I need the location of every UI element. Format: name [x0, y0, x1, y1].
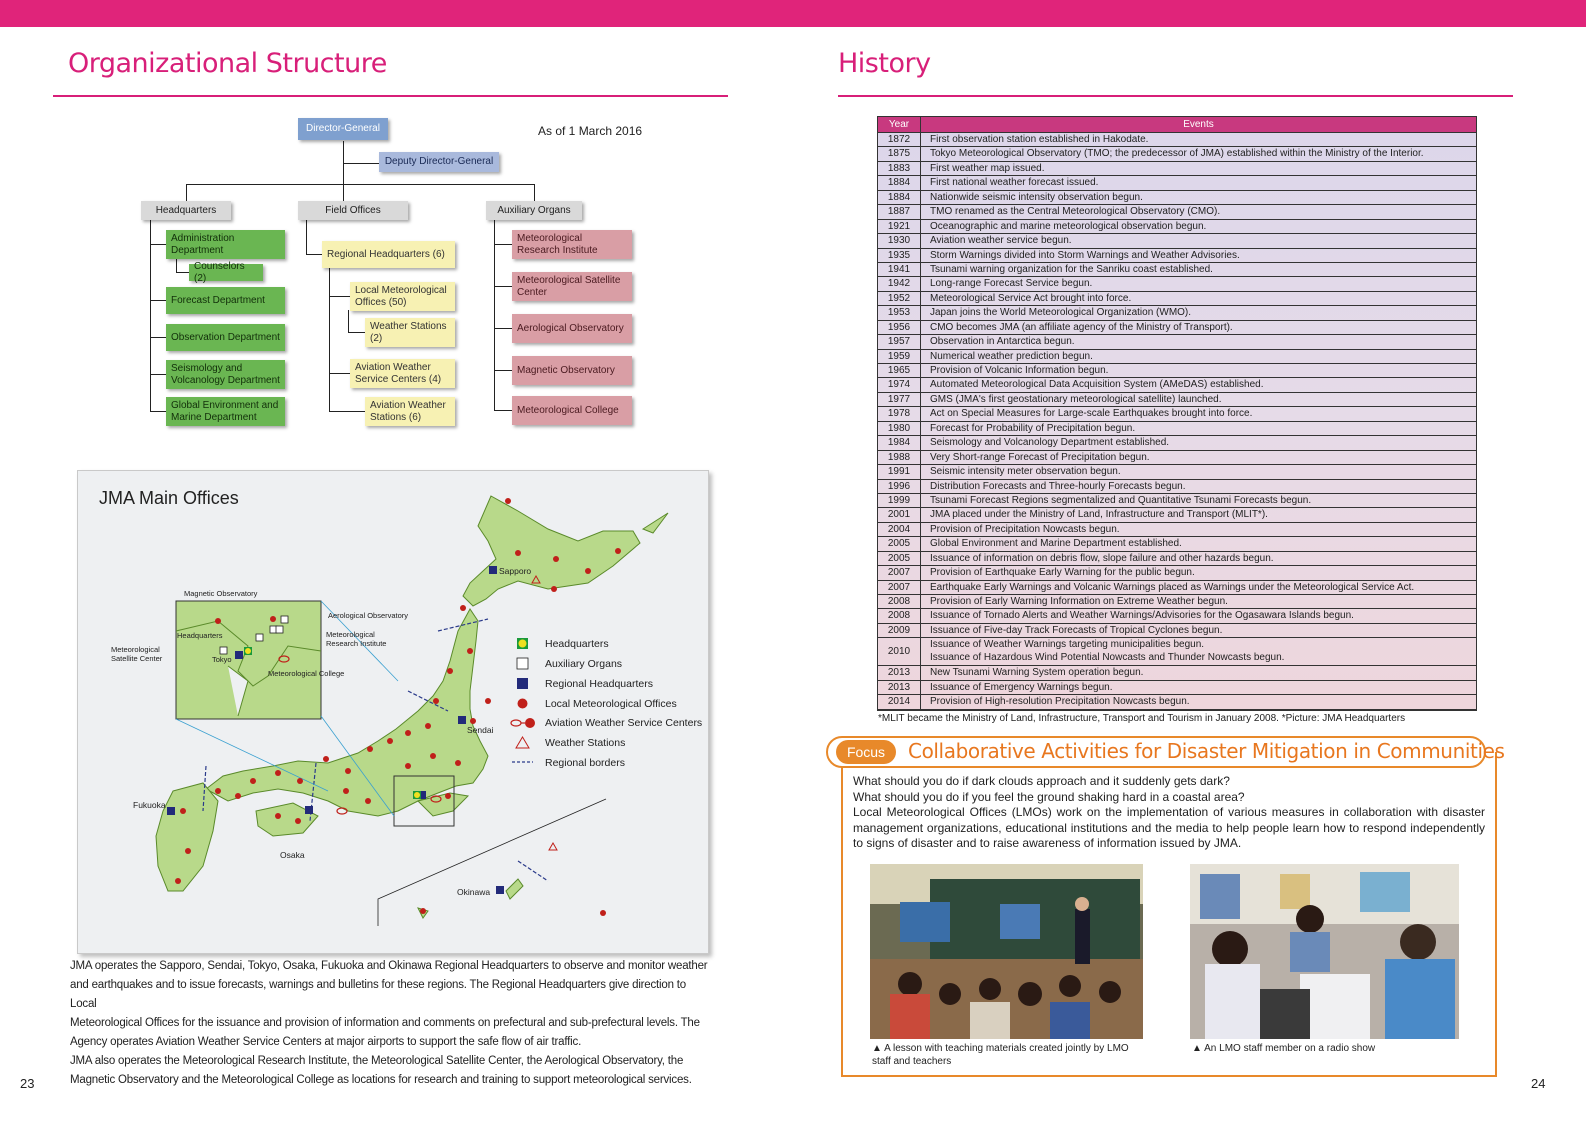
history-row — [878, 523, 1476, 537]
history-event: TMO renamed as the Central Meteorological Observatory (CMO). — [930, 206, 1221, 218]
radio-show-photo — [1190, 864, 1459, 1039]
org-line — [176, 259, 177, 272]
org-line — [176, 272, 189, 273]
history-row — [878, 378, 1476, 392]
org-line — [150, 220, 151, 411]
history-row — [878, 292, 1476, 306]
offices-description — [70, 957, 715, 1090]
org-line — [150, 411, 166, 412]
org-line — [348, 310, 349, 332]
history-event: Nationwide seismic intensity observation begun. — [930, 191, 1143, 203]
history-event: Long-range Forecast Service begun. — [930, 278, 1093, 290]
history-event: Automated Meteorological Data Acquisition System (AMeDAS) established. — [930, 379, 1264, 391]
inset-label-tokyo: Tokyo — [212, 655, 232, 664]
inset-label-satellite: Meteorological Satellite Center — [111, 645, 163, 663]
aviation-stations-box: Aviation Weather Stations (6) — [365, 397, 455, 426]
history-event: First weather map issued. — [930, 162, 1045, 174]
history-row — [878, 191, 1476, 205]
history-event: First national weather forecast issued. — [930, 177, 1099, 189]
counselors-box: Counselors (2) — [189, 264, 263, 281]
history-year: 2007 — [878, 566, 921, 579]
history-year: 1984 — [878, 436, 921, 449]
org-line — [186, 184, 187, 201]
history-row — [878, 451, 1476, 465]
history-row — [878, 176, 1476, 190]
org-line — [186, 184, 534, 185]
history-year: 1953 — [878, 306, 921, 319]
history-row — [878, 306, 1476, 320]
history-row — [878, 422, 1476, 436]
history-event — [921, 638, 1284, 665]
history-year: 2013 — [878, 666, 921, 679]
focus-text — [853, 774, 1485, 852]
history-row — [878, 624, 1476, 638]
history-year: 2005 — [878, 552, 921, 565]
classroom-caption: ▲ A lesson with teaching materials created jointly by LMO staff and teachers — [872, 1043, 1129, 1067]
history-year: 1991 — [878, 465, 921, 478]
history-year: 1956 — [878, 321, 921, 334]
org-line — [494, 370, 512, 371]
legend-regional-borders: Regional borders — [545, 757, 625, 769]
history-row — [878, 263, 1476, 277]
history-event: Provision of Earthquake Early Warning for the public begun. — [930, 567, 1195, 579]
legend-weather-stations: Weather Stations — [545, 737, 626, 749]
history-row — [878, 508, 1476, 522]
history-event: Tsunami warning organization for the Sanriku coast established. — [930, 263, 1213, 275]
org-line — [329, 268, 330, 411]
history-row — [878, 364, 1476, 378]
org-line — [494, 220, 495, 410]
history-year: 1952 — [878, 292, 921, 305]
legend-local-offices: Local Meteorological Offices — [545, 698, 677, 710]
history-event: Issuance of Tornado Alerts and Weather Warnings/Advisories for the Ogasawara Islands begun. — [930, 610, 1354, 622]
paragraph-line: and earthquakes and to issue forecasts, warnings and bulletins for these regions. The Regional Headquarters give direction to Local — [70, 979, 686, 1010]
satellite-center-box: Meteorological Satellite Center — [512, 272, 632, 301]
deputy-director-box: Deputy Director-General — [379, 152, 499, 172]
right-title-rule — [838, 95, 1513, 97]
history-event: Forecast for Probability of Precipitation begun. — [930, 422, 1136, 434]
history-event: JMA placed under the Ministry of Land, Infrastructure and Transport (MLIT*). — [930, 509, 1268, 521]
history-row — [878, 407, 1476, 421]
history-year: 1941 — [878, 263, 921, 276]
history-row — [878, 277, 1476, 291]
history-row — [878, 205, 1476, 219]
history-row — [878, 552, 1476, 566]
history-year: 1942 — [878, 277, 921, 290]
history-year: 2009 — [878, 624, 921, 637]
history-row — [878, 162, 1476, 176]
history-title: History — [838, 48, 931, 79]
history-year: 2013 — [878, 681, 921, 694]
history-event: Tsunami Forecast Regions segmentalized and Quantitative Tsunami Forecasts begun. — [930, 494, 1312, 506]
history-event: Storm Warnings divided into Storm Warnings and Weather Advisories. — [930, 249, 1240, 261]
history-event: Distribution Forecasts and Three-hourly Forecasts begun. — [930, 480, 1186, 492]
paragraph-line: Meteorological Offices for the issuance and provision of information and comments on prefectural and sub-prefectural levels. The — [70, 1017, 700, 1029]
meteorological-college-box: Meteorological College — [512, 396, 632, 425]
history-row — [878, 566, 1476, 580]
history-year: 1980 — [878, 422, 921, 435]
org-line — [494, 410, 512, 411]
history-event: Seismic intensity meter observation begun. — [930, 466, 1121, 478]
classroom-photo — [870, 864, 1143, 1039]
org-line — [343, 184, 344, 201]
legend-headquarters: Headquarters — [545, 638, 609, 650]
jma-offices-map — [77, 470, 709, 954]
org-line — [329, 373, 350, 374]
history-year: 2008 — [878, 609, 921, 622]
city-label-osaka: Osaka — [280, 850, 305, 860]
history-year: 1921 — [878, 220, 921, 233]
inset-label-headquarters: Headquarters — [177, 631, 223, 640]
history-event: Tokyo Meteorological Observatory (TMO; the predecessor of JMA) established within the Ministry of the Interior. — [930, 148, 1424, 160]
global-env-dept-box: Global Environment and Marine Department — [166, 397, 285, 426]
history-event: First observation station established in Hakodate. — [930, 134, 1149, 145]
history-row — [878, 133, 1476, 147]
top-color-band — [0, 0, 1586, 27]
org-line — [306, 254, 322, 255]
org-line — [150, 374, 166, 375]
history-row — [878, 681, 1476, 695]
page-number-left: 23 — [20, 1076, 35, 1091]
history-row — [878, 537, 1476, 551]
history-year: 2001 — [878, 508, 921, 521]
aerological-observatory-box: Aerological Observatory — [512, 314, 632, 343]
history-year: 1930 — [878, 234, 921, 247]
focus-question-2: What should you do if you feel the ground shaking hard in a coastal area? — [853, 789, 1245, 804]
org-line — [494, 286, 512, 287]
history-table — [877, 116, 1477, 711]
legend-regional-hq: Regional Headquarters — [545, 678, 653, 690]
history-event: GMS (JMA's first geostationary meteorological satellite) launched. — [930, 393, 1222, 405]
inset-label-college: Meteorological College — [268, 669, 345, 678]
headquarters-header: Headquarters — [141, 201, 231, 220]
regional-hq-box: Regional Headquarters (6) — [322, 241, 455, 268]
history-year: 1957 — [878, 335, 921, 348]
history-row — [878, 321, 1476, 335]
history-event: Seismology and Volcanology Department established. — [930, 437, 1170, 449]
history-row — [878, 249, 1476, 263]
org-line — [343, 163, 379, 164]
radio-show-photo-graphic — [1190, 864, 1459, 1039]
org-structure-title: Organizational Structure — [68, 48, 387, 79]
focus-tag: Focus — [836, 740, 896, 764]
local-offices-box: Local Meteorological Offices (50) — [350, 282, 455, 311]
history-year: 1872 — [878, 133, 921, 146]
city-label-okinawa: Okinawa — [457, 887, 491, 897]
history-event: Provision of Volcanic Information begun. — [930, 365, 1109, 376]
org-line — [329, 411, 365, 412]
city-label-sendai: Sendai — [467, 725, 494, 735]
history-event: Issuance of Five-day Track Forecasts of Tropical Cyclones begun. — [930, 624, 1223, 636]
administration-dept-box: Administration Department — [166, 230, 285, 259]
history-row — [878, 234, 1476, 248]
history-event: Earthquake Early Warnings and Volcanic Warnings placed as Warnings under the Meteorological Service Act. — [930, 581, 1415, 593]
history-event: Issuance of information on debris flow, slope failure and other hazards begun. — [930, 552, 1274, 564]
as-of-date: As of 1 March 2016 — [538, 124, 643, 138]
history-year: 1977 — [878, 393, 921, 406]
page-number-right: 24 — [1531, 1076, 1546, 1091]
history-event: Observation in Antarctica begun. — [930, 336, 1075, 348]
history-row — [878, 638, 1476, 666]
history-year: 1884 — [878, 191, 921, 204]
history-table-body — [878, 133, 1476, 710]
radio-caption: ▲ An LMO staff member on a radio show — [1192, 1043, 1376, 1054]
org-line — [494, 244, 512, 245]
legend-auxiliary: Auxiliary Organs — [545, 658, 623, 670]
history-year: 1959 — [878, 350, 921, 363]
auxiliary-organs-header: Auxiliary Organs — [486, 201, 582, 220]
org-line — [534, 184, 535, 201]
org-line — [150, 300, 166, 301]
history-row — [878, 494, 1476, 508]
inset-label-research: Meteorological Research Institute — [326, 630, 387, 648]
history-year: 1887 — [878, 205, 921, 218]
history-event: Aviation weather service begun. — [930, 235, 1072, 247]
paragraph-line: Magnetic Observatory and the Meteorological College as locations for research and training to support meteorological services. — [70, 1074, 692, 1086]
history-event-line: Issuance of Weather Warnings targeting municipalities begun. — [930, 639, 1205, 651]
history-row — [878, 436, 1476, 450]
history-table-header — [878, 117, 1476, 133]
japan-map-graphic — [78, 471, 708, 953]
history-event: Numerical weather prediction begun. — [930, 350, 1093, 362]
left-title-rule — [53, 95, 728, 97]
org-line — [306, 220, 307, 255]
director-general-box: Director-General — [298, 118, 388, 140]
events-column-header: Events — [1183, 119, 1214, 130]
org-line — [494, 328, 512, 329]
org-line — [150, 244, 166, 245]
history-row — [878, 480, 1476, 494]
history-event: CMO becomes JMA (an affiliate agency of the Ministry of Transport). — [930, 321, 1233, 333]
history-year: 2010 — [878, 638, 921, 665]
history-event: Meteorological Service Act brought into force. — [930, 292, 1132, 304]
history-row — [878, 609, 1476, 623]
history-row — [878, 335, 1476, 349]
history-event: Provision of Precipitation Nowcasts begun. — [930, 523, 1120, 535]
history-year: 1935 — [878, 249, 921, 262]
history-event-line: Issuance of Hazardous Wind Potential Nowcasts and Thunder Nowcasts begun. — [930, 652, 1285, 664]
history-event: Japan joins the World Meteorological Organization (WMO). — [930, 307, 1192, 319]
focus-body: Local Meteorological Offices (LMOs) work on the implementation of various measures in collaboration with disaster management organizations, educational institutions and the media to help people learn how to respond independently to signs of disaster and to raise awareness of information issued by JMA. — [853, 805, 1485, 850]
history-event: Very Short-range Forecast of Precipitation begun. — [930, 451, 1150, 463]
history-row — [878, 581, 1476, 595]
weather-stations-box: Weather Stations (2) — [365, 318, 455, 347]
field-offices-header: Field Offices — [298, 201, 408, 220]
history-year: 1875 — [878, 147, 921, 160]
history-row — [878, 666, 1476, 680]
classroom-photo-graphic — [870, 864, 1143, 1039]
map-title: JMA Main Offices — [99, 488, 239, 508]
history-year: 2004 — [878, 523, 921, 536]
paragraph-line: JMA also operates the Meteorological Research Institute, the Meteorological Satellite Center, the Aerological Observatory, the — [70, 1055, 684, 1067]
history-year: 2008 — [878, 595, 921, 608]
history-year: 1978 — [878, 407, 921, 420]
history-year: 1974 — [878, 378, 921, 391]
seismology-dept-box: Seismology and Volcanology Department — [166, 360, 285, 389]
history-event: Provision of Early Warning Information on Extreme Weather begun. — [930, 596, 1228, 607]
org-line — [348, 332, 365, 333]
research-institute-box: Meteorological Research Institute — [512, 230, 632, 259]
history-row — [878, 595, 1476, 609]
aviation-centers-box: Aviation Weather Service Centers (4) — [350, 359, 455, 388]
city-label-fukuoka: Fukuoka — [133, 800, 166, 810]
history-row — [878, 147, 1476, 161]
history-event: Global Environment and Marine Department established. — [930, 538, 1182, 550]
history-row — [878, 695, 1476, 709]
focus-question-1: What should you do if dark clouds approach and it suddenly gets dark? — [853, 774, 1230, 788]
inset-label-aerological: Aerological Observatory — [328, 611, 409, 620]
legend-aviation-centers: Aviation Weather Service Centers — [545, 717, 703, 729]
history-year: 1999 — [878, 494, 921, 507]
history-year: 2007 — [878, 581, 921, 594]
history-row — [878, 465, 1476, 479]
magnetic-observatory-box: Magnetic Observatory — [512, 356, 632, 385]
history-event: Provision of High-resolution Precipitation Nowcasts begun. — [930, 696, 1190, 708]
history-year: 1988 — [878, 451, 921, 464]
history-year: 1883 — [878, 162, 921, 175]
year-column-header: Year — [878, 117, 921, 132]
city-label-sapporo: Sapporo — [499, 566, 532, 576]
history-year: 1884 — [878, 176, 921, 189]
history-row — [878, 220, 1476, 234]
history-row — [878, 350, 1476, 364]
org-line — [150, 337, 166, 338]
history-year: 2005 — [878, 537, 921, 550]
paragraph-line: Agency operates Aviation Weather Service Centers at major airports to support the safe flow of air traffic. — [70, 1036, 582, 1048]
forecast-dept-box: Forecast Department — [166, 287, 285, 314]
paragraph-line: JMA operates the Sapporo, Sendai, Tokyo, Osaka, Fukuoka and Okinawa Regional Headquarters to observe and monitor weather — [70, 960, 708, 972]
history-year: 1965 — [878, 364, 921, 377]
org-line — [329, 296, 350, 297]
observation-dept-box: Observation Department — [166, 324, 285, 351]
history-year: 2014 — [878, 695, 921, 708]
history-event: Act on Special Measures for Large-scale Earthquakes brought into force. — [930, 408, 1253, 420]
history-row — [878, 393, 1476, 407]
history-event: Oceanographic and marine meteorological observation begun. — [930, 220, 1207, 232]
history-footnote: *MLIT became the Ministry of Land, Infrastructure, Transport and Tourism in January 2008. *Picture: JMA Headquarters — [878, 713, 1406, 724]
inset-label-magnetic: Magnetic Observatory — [184, 589, 258, 598]
history-event: New Tsunami Warning System operation begun. — [930, 667, 1144, 679]
history-event: Issuance of Emergency Warnings begun. — [930, 681, 1113, 693]
focus-title: Collaborative Activities for Disaster Mitigation in Communities — [908, 739, 1505, 763]
history-year: 1996 — [878, 480, 921, 493]
